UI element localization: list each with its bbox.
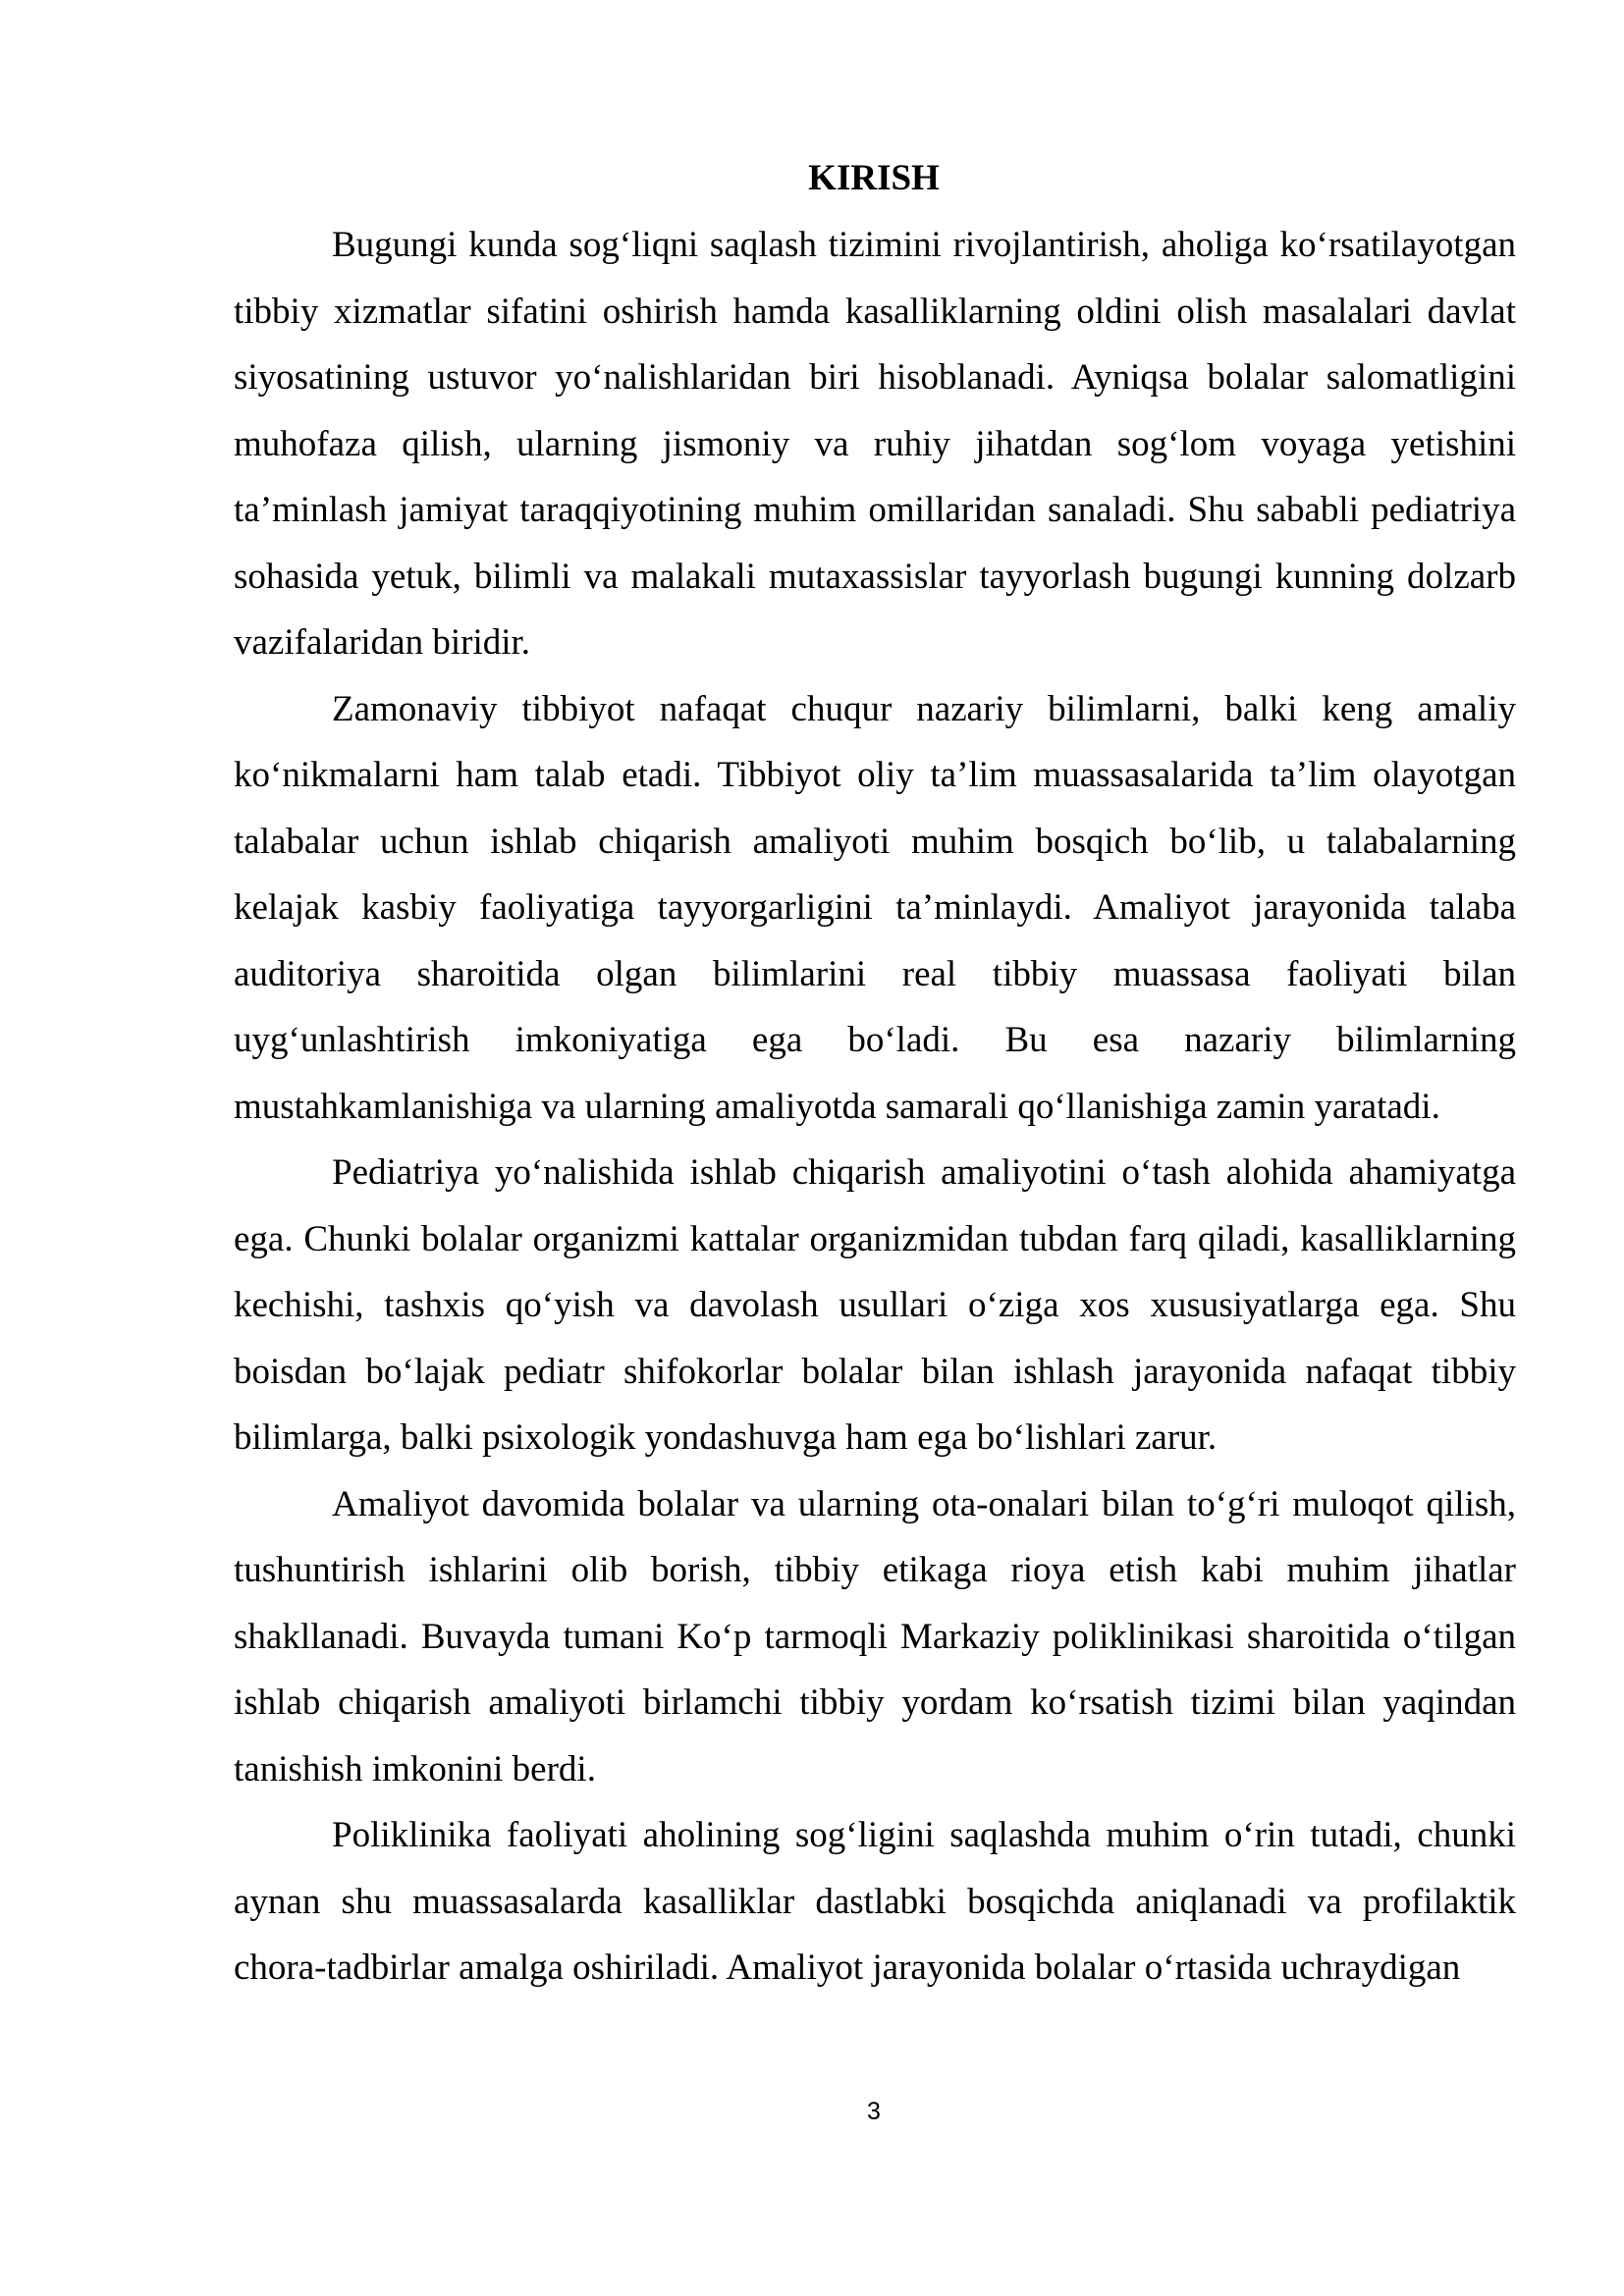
body-text xyxy=(234,212,1516,2002)
paragraph-3: Pediatriya yo‘nalishida ishlab chiqarish amaliyotini o‘tash alohida ahamiyatga ega. Chunki bolalar organizmi kattalar organizmidan tubdan farq qiladi, kasalliklarning kechishi, tashxis qo‘yish va davolash usullari o‘ziga xos xususiyatlarga ega. Shu boisdan bo‘lajak pediatr shifokorlar bolalar bilan ishlash jarayonida nafaqat tibbiy bilimlarga, balki psixologik yondashuvga ham ega bo‘lishlari zarur. xyxy=(234,1152,1516,1458)
paragraph-2: Zamonaviy tibbiyot nafaqat chuqur nazariy bilimlarni, balki keng amaliy ko‘nikmalarni ham talab etadi. Tibbiyot oliy ta’lim muassasalarida ta’lim olayotgan talabalar uchun ishlab chiqarish amaliyoti muhim bosqich bo‘lib, u talabalarning kelajak kasbiy faoliyatiga tayyorgarligini ta’minlaydi. Amaliyot jarayonida talaba auditoriya sharoitida olgan bilimlarini real tibbiy muassasa faoliyati bilan uyg‘unlashtirish imkoniyatiga ega bo‘ladi. Bu esa nazariy bilimlarning mustahkamlanishiga va ularning amaliyotda samarali qo‘llanishiga zamin yaratadi. xyxy=(234,688,1516,1127)
section-title: KIRISH xyxy=(808,158,940,198)
page-number: 3 xyxy=(867,2098,881,2125)
paragraph-1: Bugungi kunda sog‘liqni saqlash tizimini rivojlantirish, aholiga ko‘rsatilayotgan tibbiy xizmatlar sifatini oshirish hamda kasalliklarning oldini olish masalalari davlat siyosatining ustuvor yo‘nalishlaridan biri hisoblanadi. Ayniqsa bolalar salomatligini muhofaza qilish, ularning jismoniy va ruhiy jihatdan sog‘lom voyaga yetishini ta’minlash jamiyat taraqqiyotining muhim omillaridan sanaladi. Shu sababli pediatriya sohasida yetuk, bilimli va malakali mutaxassislar tayyorlash bugungi kunning dolzarb vazifalaridan biridir. xyxy=(234,225,1516,663)
paragraph-5: Poliklinika faoliyati aholining sog‘ligini saqlashda muhim o‘rin tutadi, chunki aynan shu muassasalarda kasalliklar dastlabki bosqichda aniqlanadi va profilaktik chora-tadbirlar amalga oshiriladi. Amaliyot jarayonida bolalar o‘rtasida uchraydigan xyxy=(234,1815,1516,1988)
paragraph-4: Amaliyot davomida bolalar va ularning ota-onalari bilan to‘g‘ri muloqot qilish, tushuntirish ishlarini olib borish, tibbiy etikaga rioya etish kabi muhim jihatlar shakllanadi. Buvayda tumani Ko‘p tarmoqli Markaziy poliklinikasi sharoitida o‘tilgan ishlab chiqarish amaliyoti birlamchi tibbiy yordam ko‘rsatish tizimi bilan yaqindan tanishish imkonini berdi. xyxy=(234,1483,1516,1789)
